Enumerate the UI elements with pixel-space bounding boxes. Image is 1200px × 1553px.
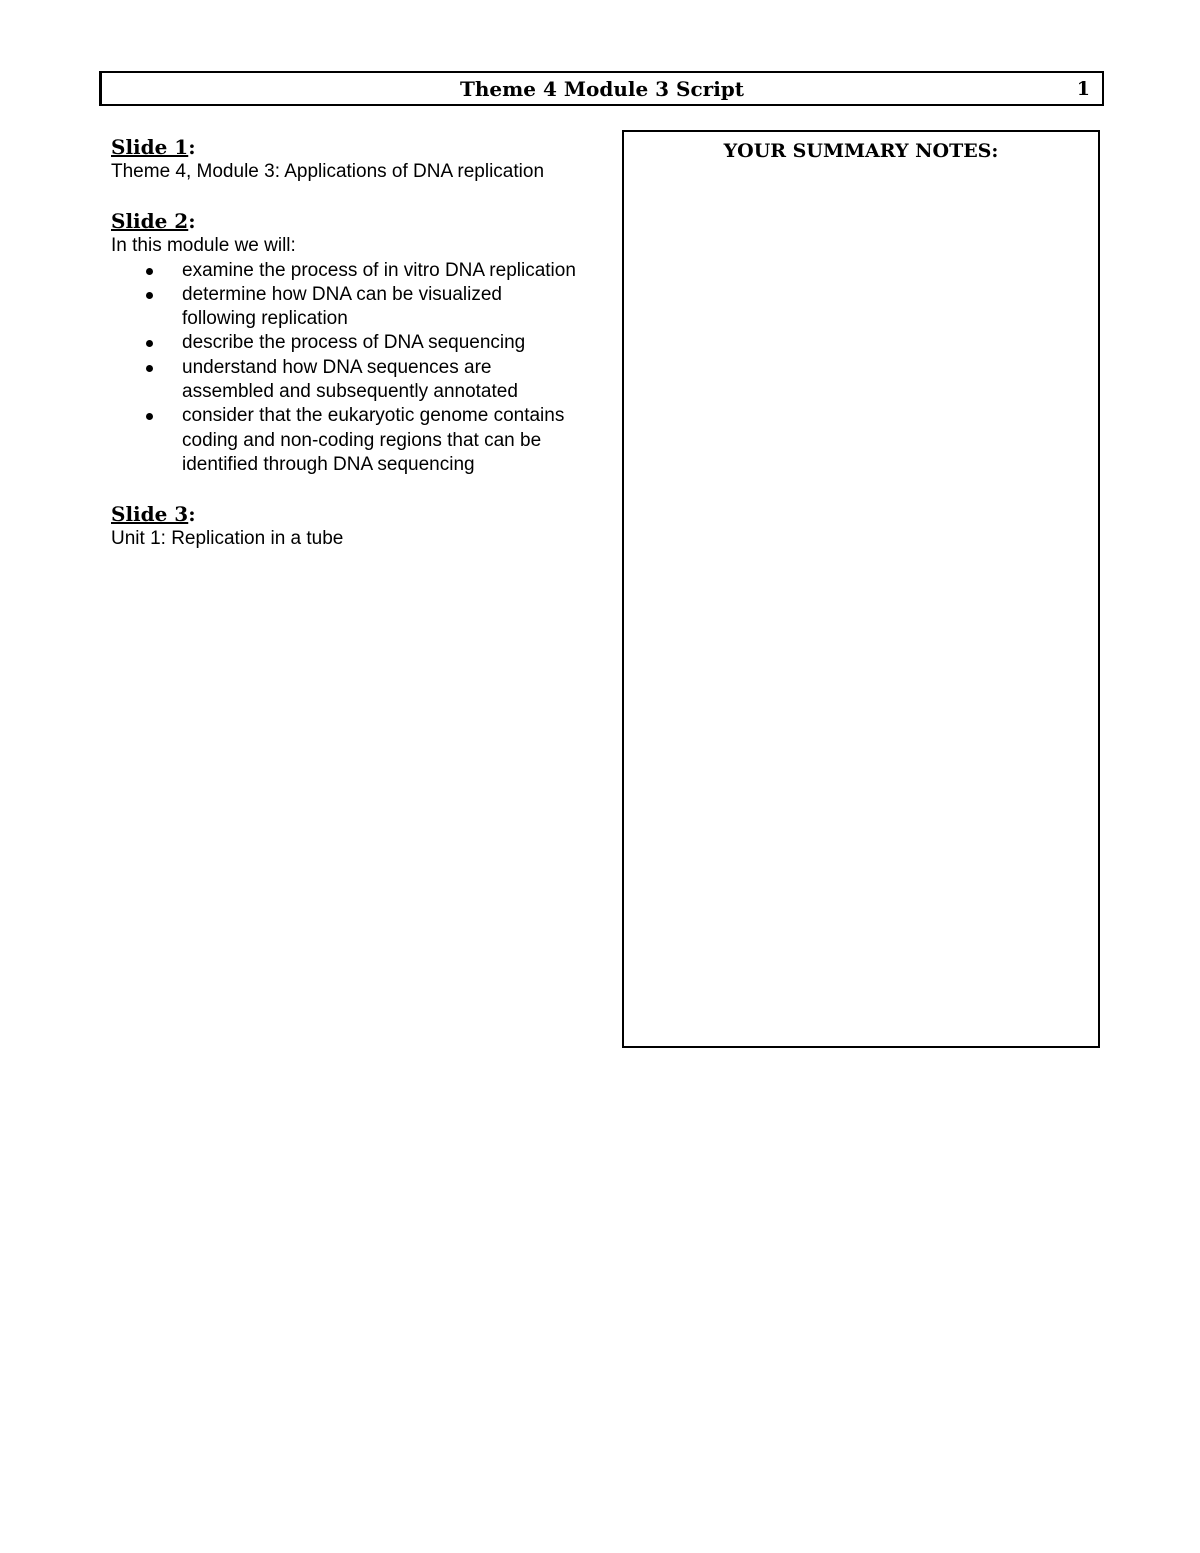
objective-text: examine the process of in vitro DNA replication xyxy=(182,259,576,281)
slide-2-intro: In this module we will: xyxy=(111,235,296,257)
slide-1-body: Theme 4, Module 3: Applications of DNA replication xyxy=(111,161,545,182)
objective-text: describe the process of DNA sequencing xyxy=(182,332,526,354)
slide-3-body: Unit 1: Replication in a tube xyxy=(111,528,344,550)
objective-text: determine how DNA can be visualized following replication xyxy=(182,283,503,330)
bullet-icon xyxy=(146,292,153,299)
objective-text: understand how DNA sequences are assembled and subsequently annotated xyxy=(182,356,518,403)
list-item xyxy=(111,356,581,405)
slide-3-section xyxy=(111,501,581,551)
list-item xyxy=(111,404,581,477)
slide-1-heading xyxy=(111,134,581,160)
bullet-icon xyxy=(146,413,153,420)
objectives-list xyxy=(111,259,581,478)
slide-1-heading-label: Slide 1 xyxy=(111,135,189,159)
slide-1-section xyxy=(111,134,581,184)
summary-notes-box xyxy=(622,130,1100,1048)
summary-notes-title: YOUR SUMMARY NOTES: xyxy=(723,140,999,162)
slide-3-heading xyxy=(111,501,581,527)
list-item xyxy=(111,283,581,332)
slide-3-heading-colon: : xyxy=(188,502,196,527)
page-header xyxy=(99,71,1104,106)
script-content xyxy=(111,134,581,576)
slide-3-heading-label: Slide 3 xyxy=(111,502,189,527)
document-title: Theme 4 Module 3 Script xyxy=(459,77,745,101)
list-item xyxy=(111,331,581,355)
objective-text: consider that the eukaryotic genome contains coding and non-coding regions that can be identified through DNA sequencing xyxy=(182,405,565,475)
slide-2-heading xyxy=(111,208,581,234)
slide-1-heading-colon: : xyxy=(188,135,196,159)
slide-2-section xyxy=(111,208,581,477)
bullet-icon xyxy=(146,268,153,275)
slide-2-heading-colon: : xyxy=(188,209,196,234)
bullet-icon xyxy=(146,365,153,372)
page-number: 1 xyxy=(1076,78,1090,100)
bullet-icon xyxy=(146,340,153,347)
list-item xyxy=(111,259,581,283)
slide-2-heading-label: Slide 2 xyxy=(111,209,189,234)
